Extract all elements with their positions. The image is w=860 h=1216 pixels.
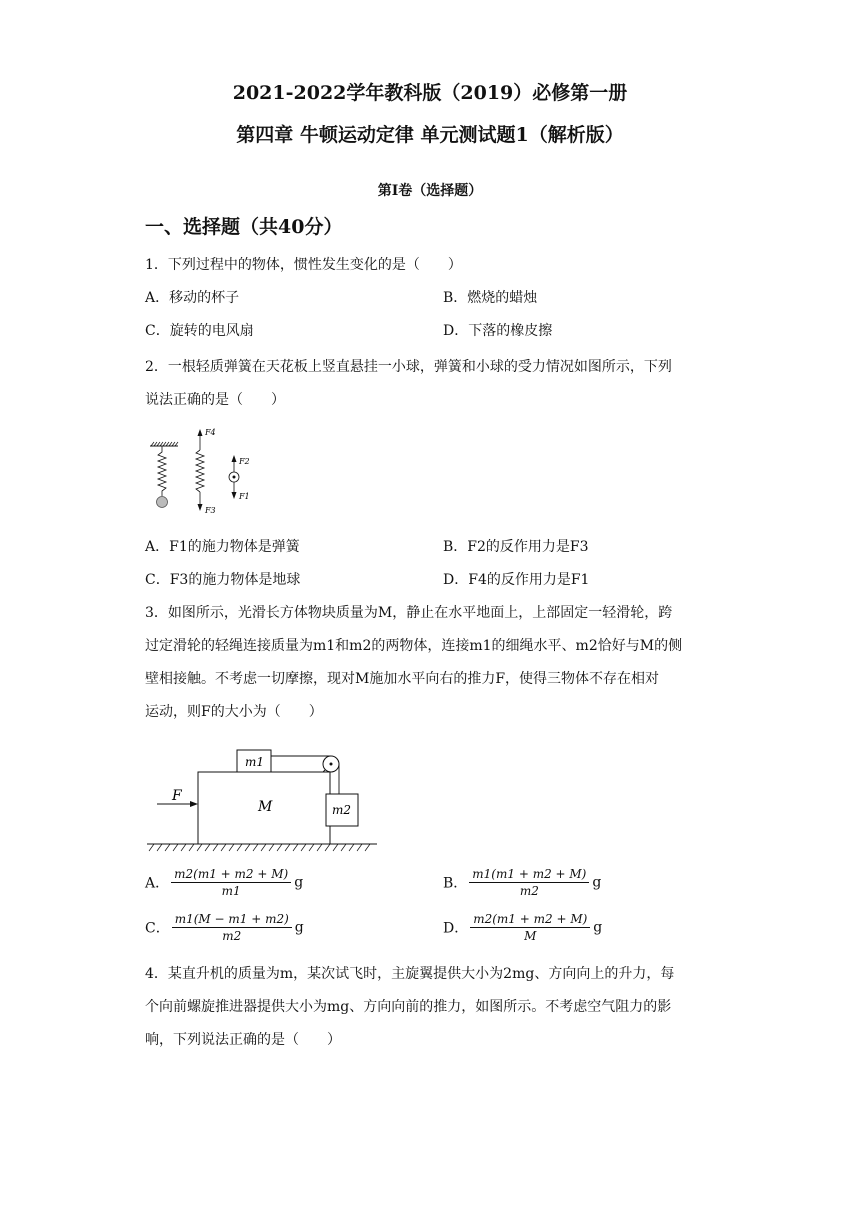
q2-option-b: B．F2的反作用力是F3	[443, 539, 589, 555]
q1-option-a: A．移动的杯子	[145, 290, 240, 306]
q3-label-m1: m1	[245, 755, 265, 769]
q2-option-a: A．F1的施力物体是弹簧	[145, 539, 300, 555]
q3-option-d-fraction: $\frac{m2(m1 + m2 + M)}{M}$	[470, 912, 590, 943]
q4-stem-line2: 个向前螺旋推进器提供大小为mg、方向向前的推力，如图所示。不考虑空气阻力的影	[145, 999, 672, 1015]
q3-option-b: B． $\frac{m1(m1 + m2 + M)}{m2}$ g	[443, 867, 602, 898]
section-heading: 一、选择题（共40分）	[145, 216, 343, 238]
q3-stem-line4: 运动，则F的大小为（ ）	[145, 704, 323, 720]
q1-option-b: B．燃烧的蜡烛	[443, 290, 538, 306]
q4-stem-line3: 响，下列说法正确的是（ ）	[145, 1032, 341, 1048]
q3-block-pulley-diagram	[145, 740, 380, 855]
q1-option-c: C．旋转的电风扇	[145, 323, 254, 339]
doc-title-line2: 第四章 牛顿运动定律 单元测试题1（解析版）	[236, 124, 624, 146]
q2-stem-line1: 2．一根轻质弹簧在天花板上竖直悬挂一小球，弹簧和小球的受力情况如图所示，下列	[145, 359, 672, 375]
q3-option-c: C． $\frac{m1(M - m1 + m2)}{m2}$ g	[145, 912, 304, 943]
q2-option-d: D．F4的反作用力是F1	[443, 572, 590, 588]
doc-title-line1: 2021-2022学年教科版（2019）必修第一册	[232, 82, 628, 104]
q3-label-big-m: M	[258, 799, 273, 815]
q3-stem-line1: 3．如图所示，光滑长方体物块质量为M，静止在水平地面上，上部固定一轻滑轮，跨	[145, 605, 673, 621]
q3-option-d: D． $\frac{m2(m1 + m2 + M)}{M}$ g	[443, 912, 603, 943]
q2-label-f1: F1	[239, 492, 250, 501]
volume-heading: 第Ⅰ卷（选择题）	[377, 183, 483, 199]
q3-stem-line3: 壁相接触。不考虑一切摩擦，现对M施加水平向右的推力F，使得三物体不存在相对	[145, 671, 660, 687]
q2-spring-diagram	[145, 422, 260, 522]
q3-option-a-fraction: $\frac{m2(m1 + m2 + M)}{m1}$	[171, 867, 291, 898]
q3-stem-line2: 过定滑轮的轻绳连接质量为m1和m2的两物体，连接m1的细绳水平、m2恰好与M的侧	[145, 638, 683, 654]
q2-stem-line2: 说法正确的是（ ）	[145, 392, 285, 408]
q2-label-f2: F2	[239, 457, 250, 466]
q3-label-m2: m2	[332, 803, 352, 817]
q2-label-f4: F4	[205, 428, 216, 437]
q2-option-c: C．F3的施力物体是地球	[145, 572, 301, 588]
q2-label-f3: F3	[205, 506, 216, 515]
q3-option-c-fraction: $\frac{m1(M - m1 + m2)}{m2}$	[172, 912, 292, 943]
q3-option-b-fraction: $\frac{m1(m1 + m2 + M)}{m2}$	[469, 867, 589, 898]
q1-stem: 1．下列过程中的物体，惯性发生变化的是（ ）	[145, 257, 462, 273]
q1-option-d: D．下落的橡皮擦	[443, 323, 553, 339]
q3-option-a: A． $\frac{m2(m1 + m2 + M)}{m1}$ g	[145, 867, 304, 898]
q4-stem-line1: 4．某直升机的质量为m，某次试飞时，主旋翼提供大小为2mg、方向向上的升力，每	[145, 966, 675, 982]
q3-label-f: F	[172, 788, 182, 804]
